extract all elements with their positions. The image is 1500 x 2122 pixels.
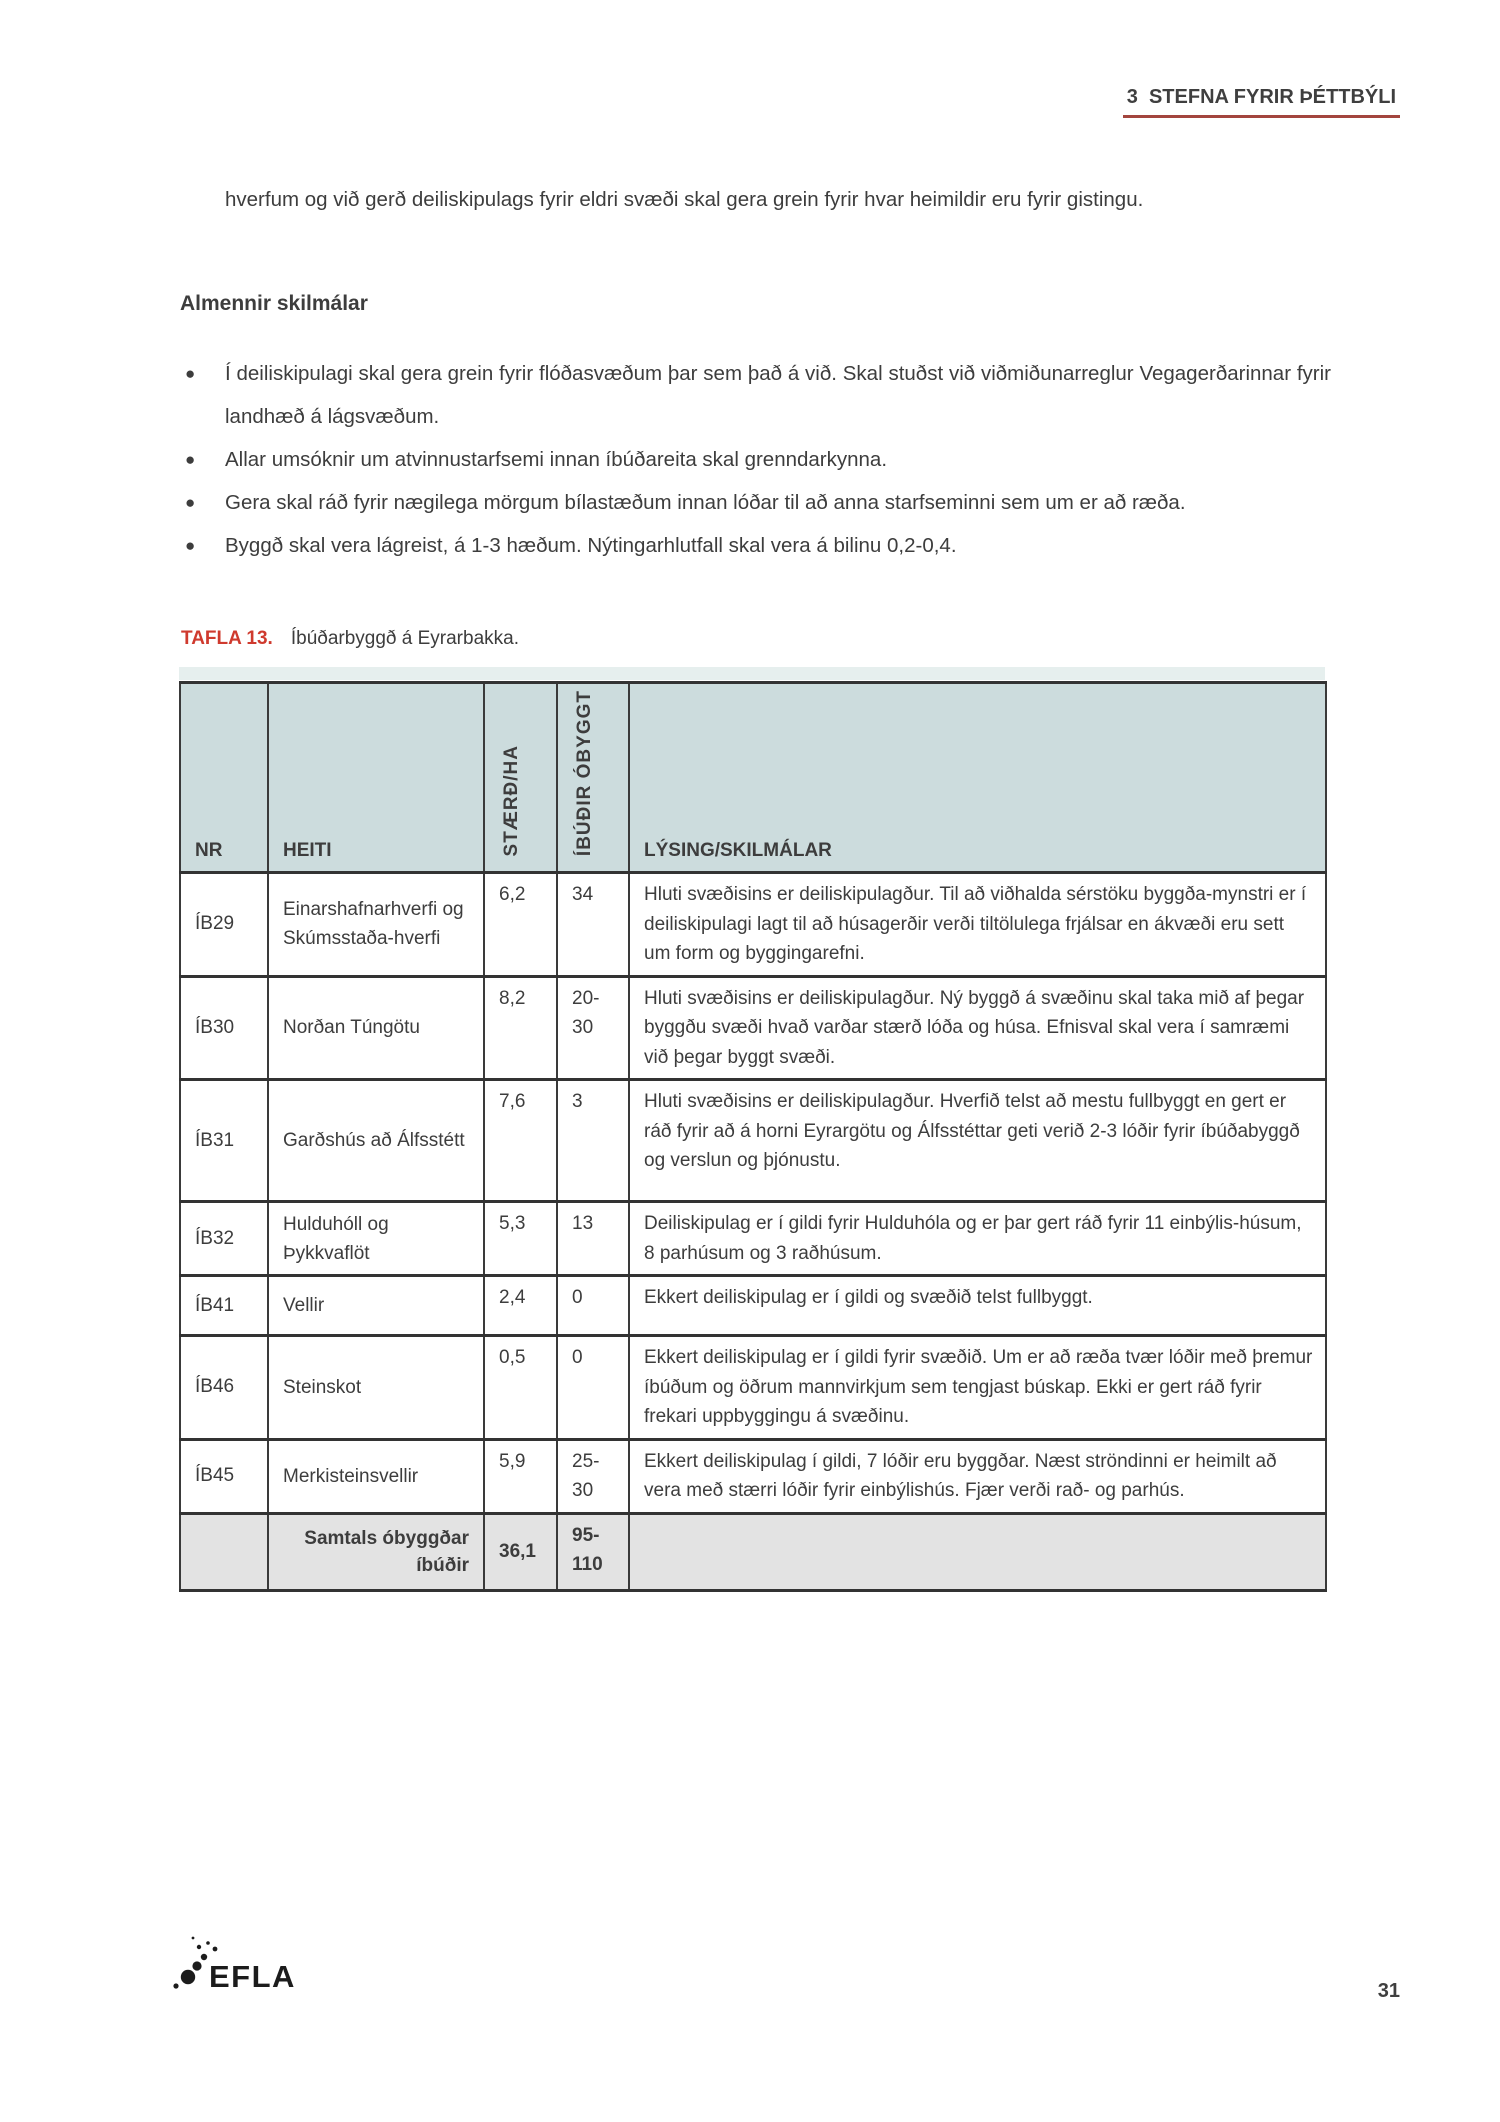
cell-nr-empty — [180, 1513, 268, 1590]
list-item — [185, 481, 1331, 524]
cell-staerd: 6,2 — [484, 873, 557, 977]
cell-ibudir: 34 — [557, 873, 629, 977]
col-header-heiti: HEITI — [268, 683, 484, 873]
table-top-strip — [179, 667, 1325, 680]
cell-ibudir: 25-30 — [557, 1439, 629, 1513]
bullet-list — [185, 352, 1331, 567]
cell-heiti: Norðan Túngötu — [268, 976, 484, 1080]
cell-lysing: Hluti svæðisins er deiliskipulagður. Til að viðhalda sérstöku byggða-mynstri er í deiliskipulagi lagt til að húsagerðir verði tiltölulega frjálsar en ákvæði eru sett um form og byggingarefni. — [629, 873, 1326, 977]
efla-logo — [145, 1930, 305, 1994]
cell-lysing: Ekkert deiliskipulag í gildi, 7 lóðir eru byggðar. Næst ströndinni er heimilt að vera með stærri lóðir fyrir einbýlishús. Fjær verði rað- og parhús. — [629, 1439, 1326, 1513]
cell-nr: ÍB45 — [180, 1439, 268, 1513]
cell-totals-staerd: 36,1 — [484, 1513, 557, 1590]
bullet-icon: ● — [185, 364, 196, 383]
cell-heiti: Merkisteinsvellir — [268, 1439, 484, 1513]
table-row — [180, 1439, 1326, 1513]
cell-staerd: 2,4 — [484, 1276, 557, 1336]
cell-lysing: Hluti svæðisins er deiliskipulagður. Ný byggð á svæðinu skal taka mið af þegar byggðu svæði hvað varðar stærð lóða og húsa. Efnisval skal vera í samræmi við þegar byggt svæði. — [629, 976, 1326, 1080]
cell-heiti: Einarshafnarhverfi og Skúmsstaða-hverfi — [268, 873, 484, 977]
cell-lysing-empty — [629, 1513, 1326, 1590]
cell-heiti: Garðshús að Álfsstétt — [268, 1080, 484, 1202]
table-caption-label: TAFLA 13. — [181, 628, 273, 649]
table-header-row — [180, 683, 1326, 873]
cell-staerd: 0,5 — [484, 1336, 557, 1440]
table-row — [180, 1336, 1326, 1440]
bullet-text: Í deiliskipulagi skal gera grein fyrir flóðasvæðum þar sem það á við. Skal stuðst við viðmiðunarreglur Vegagerðarinnar fyrir landhæð á lágsvæðum. — [225, 362, 1331, 428]
list-item — [185, 438, 1331, 481]
bullet-icon: ● — [185, 450, 196, 469]
col-header-ibudir: ÍBÚÐIR ÓBYGGT — [557, 683, 629, 873]
table-row — [180, 1080, 1326, 1202]
cell-heiti: Hulduhóll og Þykkvaflöt — [268, 1202, 484, 1276]
cell-ibudir: 13 — [557, 1202, 629, 1276]
list-item — [185, 352, 1331, 438]
table-row — [180, 1276, 1326, 1336]
intro-paragraph: hverfum og við gerð deiliskipulags fyrir eldri svæði skal gera grein fyrir hvar heimildir eru fyrir gistingu. — [225, 188, 1144, 211]
cell-totals-ibudir: 95-110 — [557, 1513, 629, 1590]
running-header: 3 STEFNA FYRIR ÞÉTTBÝLI — [1123, 86, 1400, 118]
cell-ibudir: 20-30 — [557, 976, 629, 1080]
cell-heiti: Steinskot — [268, 1336, 484, 1440]
cell-ibudir: 0 — [557, 1276, 629, 1336]
cell-nr: ÍB46 — [180, 1336, 268, 1440]
cell-ibudir: 3 — [557, 1080, 629, 1202]
table-row — [180, 873, 1326, 977]
bullet-icon: ● — [185, 536, 196, 555]
table-row — [180, 976, 1326, 1080]
cell-staerd: 5,3 — [484, 1202, 557, 1276]
cell-heiti: Vellir — [268, 1276, 484, 1336]
cell-lysing: Deiliskipulag er í gildi fyrir Hulduhóla og er þar gert ráð fyrir 11 einbýlis-húsum, 8 parhúsum og 3 raðhúsum. — [629, 1202, 1326, 1276]
table-caption-text: Íbúðarbyggð á Eyrarbakka. — [290, 628, 519, 649]
table-row — [180, 1202, 1326, 1276]
cell-nr: ÍB32 — [180, 1202, 268, 1276]
bullet-text: Gera skal ráð fyrir nægilega mörgum bílastæðum innan lóðar til að anna starfseminni sem um er að ræða. — [225, 491, 1186, 514]
bullet-text: Allar umsóknir um atvinnustarfsemi innan íbúðareita skal grenndarkynna. — [225, 448, 888, 471]
cell-nr: ÍB29 — [180, 873, 268, 977]
table-totals-row — [180, 1513, 1326, 1590]
col-header-lysing: LÝSING/SKILMÁLAR — [629, 683, 1326, 873]
cell-nr: ÍB30 — [180, 976, 268, 1080]
bullet-icon: ● — [185, 493, 196, 512]
col-header-staerd: STÆRÐ/HA — [484, 683, 557, 873]
col-header-nr: NR — [180, 683, 268, 873]
cell-staerd: 7,6 — [484, 1080, 557, 1202]
cell-staerd: 5,9 — [484, 1439, 557, 1513]
list-item — [185, 524, 1331, 567]
cell-lysing: Hluti svæðisins er deiliskipulagður. Hverfið telst að mestu fullbyggt en gert er ráð fyrir að á horni Eyrargötu og Álfsstéttar geti verið 2-3 lóðir fyrir íbúðabyggð og verslun og þjónustu. — [629, 1080, 1326, 1202]
efla-logo-text: EFLA — [209, 1959, 296, 1994]
section-heading: Almennir skilmálar — [180, 292, 368, 315]
bullet-text: Byggð skal vera lágreist, á 1-3 hæðum. Nýtingarhlutfall skal vera á bilinu 0,2-0,4. — [225, 534, 957, 557]
cell-nr: ÍB41 — [180, 1276, 268, 1336]
table-caption — [181, 628, 519, 650]
cell-lysing: Ekkert deiliskipulag er í gildi fyrir svæðið. Um er að ræða tvær lóðir með þremur íbúðum og öðrum mannvirkjum sem tengjast búskap. Ekki er gert ráð fyrir frekari uppbyggingu á svæðinu. — [629, 1336, 1326, 1440]
cell-lysing: Ekkert deiliskipulag er í gildi og svæðið telst fullbyggt. — [629, 1276, 1326, 1336]
zoning-table — [179, 681, 1327, 1592]
cell-nr: ÍB31 — [180, 1080, 268, 1202]
cell-staerd: 8,2 — [484, 976, 557, 1080]
cell-ibudir: 0 — [557, 1336, 629, 1440]
page-number: 31 — [1377, 1980, 1400, 2002]
cell-totals-label: Samtals óbyggðar íbúðir — [268, 1513, 484, 1590]
